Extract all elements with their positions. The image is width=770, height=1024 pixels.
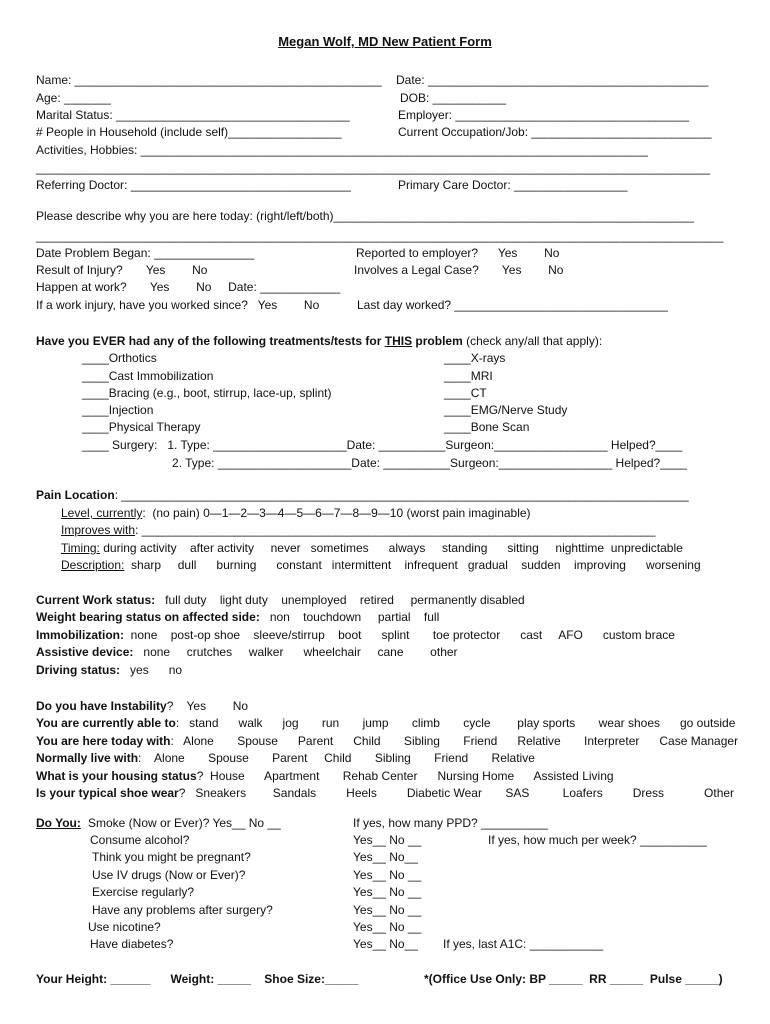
treatments-heading-problem: problem bbox=[412, 334, 463, 348]
test-ct[interactable]: ____CT bbox=[444, 386, 487, 400]
improves-with-row[interactable] bbox=[61, 522, 656, 538]
age-field[interactable]: Age: _______ bbox=[36, 91, 111, 105]
able-to-row[interactable] bbox=[36, 715, 735, 731]
immobilization-row[interactable] bbox=[36, 627, 675, 643]
assistive-device-label: Assistive device: bbox=[36, 645, 134, 659]
alcohol-answer[interactable]: Yes__ No __ bbox=[353, 833, 422, 847]
treatments-heading-emphasis: THIS bbox=[384, 334, 413, 348]
driving-status-options[interactable]: yes no bbox=[120, 663, 183, 677]
shoe-wear-row[interactable] bbox=[36, 785, 734, 801]
treatments-heading-text: Have you EVER had any of the following treatments/tests for bbox=[36, 334, 385, 348]
test-bone-scan[interactable]: ____Bone Scan bbox=[444, 420, 530, 434]
pain-location-label: Pain Location bbox=[36, 488, 115, 502]
height-weight-shoe-fields[interactable]: Your Height: ______ Weight: _____ Shoe Size:_____ bbox=[36, 972, 359, 986]
housing-status-row[interactable] bbox=[36, 768, 614, 784]
weight-bearing-options[interactable]: non touchdown partial full bbox=[259, 610, 440, 624]
last-day-worked-field[interactable]: Last day worked? ________________________________ bbox=[357, 298, 668, 312]
weight-bearing-row[interactable] bbox=[36, 609, 439, 625]
alcohol-per-week-field[interactable]: If yes, how much per week? __________ bbox=[488, 833, 707, 847]
result-of-injury-question[interactable]: Result of Injury? Yes No bbox=[36, 263, 208, 277]
iv-drugs-answer[interactable]: Yes__ No __ bbox=[353, 868, 422, 882]
reported-to-employer-question[interactable]: Reported to employer? Yes No bbox=[356, 246, 560, 260]
exercise-answer[interactable]: Yes__ No __ bbox=[353, 885, 422, 899]
pain-level-label: Level, currently bbox=[61, 506, 143, 520]
reason-for-visit-field[interactable]: Please describe why you are here today: (right/left/both)______________________________________________________ bbox=[36, 209, 694, 223]
test-x-rays[interactable]: ____X-rays bbox=[444, 351, 506, 365]
description-options[interactable]: sharp dull burning constant intermittent infrequent gradual sudden improving worsening bbox=[124, 558, 701, 572]
pregnant-question: Think you might be pregnant? bbox=[92, 850, 251, 864]
form-title: Megan Wolf, MD New Patient Form bbox=[278, 34, 492, 49]
office-use-only: *(Office Use Only: BP _____ RR _____ Pulse _____) bbox=[424, 972, 723, 986]
description-label: Description: bbox=[61, 558, 125, 572]
instability-row[interactable] bbox=[36, 698, 248, 714]
occupation-field[interactable]: Current Occupation/Job: ___________________________ bbox=[398, 125, 712, 139]
driving-status-label: Driving status: bbox=[36, 663, 121, 677]
employer-field[interactable]: Employer: ___________________________________ bbox=[398, 108, 689, 122]
do-you-label: Do You: bbox=[36, 816, 81, 830]
treatment-cast-immobilization[interactable]: ____Cast Immobilization bbox=[82, 369, 214, 383]
driving-status-row[interactable] bbox=[36, 662, 182, 678]
here-today-with-options[interactable]: : Alone Spouse Parent Child Sibling Friend Relative Interpreter Case Manager bbox=[170, 734, 739, 748]
surgery-1-row[interactable]: ____ Surgery: 1. Type: ____________________Date: __________Surgeon:_________________ Helped?____ bbox=[82, 438, 683, 452]
name-field[interactable]: Name: ______________________________________________ bbox=[36, 73, 382, 87]
treatments-heading-note: (check any/all that apply): bbox=[462, 334, 603, 348]
shoe-wear-options[interactable]: ? Sneakers Sandals Heels Diabetic Wear SAS Loafers Dress Other bbox=[178, 786, 735, 800]
here-today-with-label: You are here today with bbox=[36, 734, 171, 748]
legal-case-question[interactable]: Involves a Legal Case? Yes No bbox=[354, 263, 564, 277]
improves-with-label: Improves with bbox=[61, 523, 136, 537]
live-with-label: Normally live with bbox=[36, 751, 139, 765]
pain-location-line[interactable]: : _____________________________________________________________________________________ bbox=[114, 488, 689, 502]
treatment-orthotics[interactable]: ____Orthotics bbox=[82, 351, 157, 365]
treatment-physical-therapy[interactable]: ____Physical Therapy bbox=[82, 420, 201, 434]
able-to-label: You are currently able to bbox=[36, 716, 176, 730]
work-status-label: Current Work status: bbox=[36, 593, 156, 607]
instability-label: Do you have Instability bbox=[36, 699, 167, 713]
a1c-field[interactable]: If yes, last A1C: ___________ bbox=[443, 937, 604, 951]
improves-with-line[interactable]: : _____________________________________________________________________________ bbox=[135, 523, 656, 537]
reason-continuation-line[interactable]: _______________________________________________________________________________________________________ bbox=[36, 229, 724, 243]
activities-continuation-line[interactable]: _____________________________________________________________________________________________________ bbox=[36, 161, 711, 175]
household-field[interactable]: # People in Household (include self)_________________ bbox=[36, 125, 342, 139]
activities-field[interactable]: Activities, Hobbies: ____________________________________________________________________________ bbox=[36, 143, 648, 157]
immobilization-label: Immobilization: bbox=[36, 628, 124, 642]
instability-options[interactable]: ? Yes No bbox=[166, 699, 249, 713]
nicotine-question: Use nicotine? bbox=[88, 920, 161, 934]
pain-location-row[interactable] bbox=[36, 487, 689, 503]
worked-since-question[interactable]: If a work injury, have you worked since? Yes No bbox=[36, 298, 320, 312]
timing-label: Timing: bbox=[61, 541, 100, 555]
ppd-field[interactable]: If yes, how many PPD? __________ bbox=[353, 816, 548, 830]
referring-doctor-field[interactable]: Referring Doctor: _________________________________ bbox=[36, 178, 351, 192]
alcohol-question: Consume alcohol? bbox=[90, 833, 190, 847]
happen-at-work-question[interactable]: Happen at work? Yes No Date: ____________ bbox=[36, 280, 341, 294]
timing-row[interactable] bbox=[61, 540, 683, 556]
shoe-wear-label: Is your typical shoe wear bbox=[36, 786, 179, 800]
immobilization-options[interactable]: none post-op shoe sleeve/stirrup boot splint toe protector cast AFO custom brace bbox=[124, 628, 675, 642]
here-today-with-row[interactable] bbox=[36, 733, 738, 749]
pregnant-answer[interactable]: Yes__ No__ bbox=[353, 850, 418, 864]
primary-care-doctor-field[interactable]: Primary Care Doctor: _________________ bbox=[398, 178, 628, 192]
iv-drugs-question: Use IV drugs (Now or Ever)? bbox=[92, 868, 246, 882]
housing-status-options[interactable]: ? House Apartment Rehab Center Nursing Home Assisted Living bbox=[196, 769, 614, 783]
exercise-question: Exercise regularly? bbox=[92, 885, 195, 899]
live-with-options[interactable]: : Alone Spouse Parent Child Sibling Friend Relative bbox=[138, 751, 535, 765]
date-field[interactable]: Date: __________________________________________ bbox=[396, 73, 709, 87]
pain-level-row[interactable] bbox=[61, 505, 531, 521]
live-with-row[interactable] bbox=[36, 750, 535, 766]
diabetes-question: Have diabetes? bbox=[90, 937, 174, 951]
housing-status-label: What is your housing status bbox=[36, 769, 197, 783]
nicotine-answer[interactable]: Yes__ No __ bbox=[353, 920, 422, 934]
treatment-injection[interactable]: ____Injection bbox=[82, 403, 154, 417]
assistive-device-options[interactable]: none crutches walker wheelchair cane other bbox=[133, 645, 458, 659]
able-to-options[interactable]: : stand walk jog run jump climb cycle play sports wear shoes go outside bbox=[175, 716, 736, 730]
work-status-options[interactable]: full duty light duty unemployed retired permanently disabled bbox=[155, 593, 525, 607]
test-mri[interactable]: ____MRI bbox=[444, 369, 493, 383]
description-row[interactable] bbox=[61, 557, 701, 573]
marital-status-field[interactable]: Marital Status: ___________________________________ bbox=[36, 108, 350, 122]
treatment-bracing[interactable]: ____Bracing (e.g., boot, stirrup, lace-up, splint) bbox=[82, 386, 332, 400]
timing-options[interactable]: during activity after activity never sometimes always standing sitting nighttime unpredictable bbox=[99, 541, 683, 555]
weight-bearing-label: Weight bearing status on affected side: bbox=[36, 610, 260, 624]
dob-field[interactable]: DOB: ___________ bbox=[400, 91, 507, 105]
surgery-problems-answer[interactable]: Yes__ No __ bbox=[353, 903, 422, 917]
assistive-device-row[interactable] bbox=[36, 644, 458, 660]
date-problem-began-field[interactable]: Date Problem Began: _______________ bbox=[36, 246, 255, 260]
diabetes-answer[interactable]: Yes__ No__ bbox=[353, 937, 418, 951]
smoke-question[interactable]: Smoke (Now or Ever)? Yes__ No __ bbox=[88, 816, 281, 830]
surgery-2-row[interactable]: 2. Type: ____________________Date: __________Surgeon:_________________ Helped?____ bbox=[172, 456, 687, 470]
work-status-row[interactable] bbox=[36, 592, 525, 608]
pain-level-scale[interactable]: : (no pain) 0—1—2—3—4—5—6—7—8—9—10 (worst pain imaginable) bbox=[142, 506, 531, 520]
treatments-heading bbox=[36, 333, 602, 349]
surgery-problems-question: Have any problems after surgery? bbox=[92, 903, 273, 917]
test-emg-nerve-study[interactable]: ____EMG/Nerve Study bbox=[444, 403, 568, 417]
